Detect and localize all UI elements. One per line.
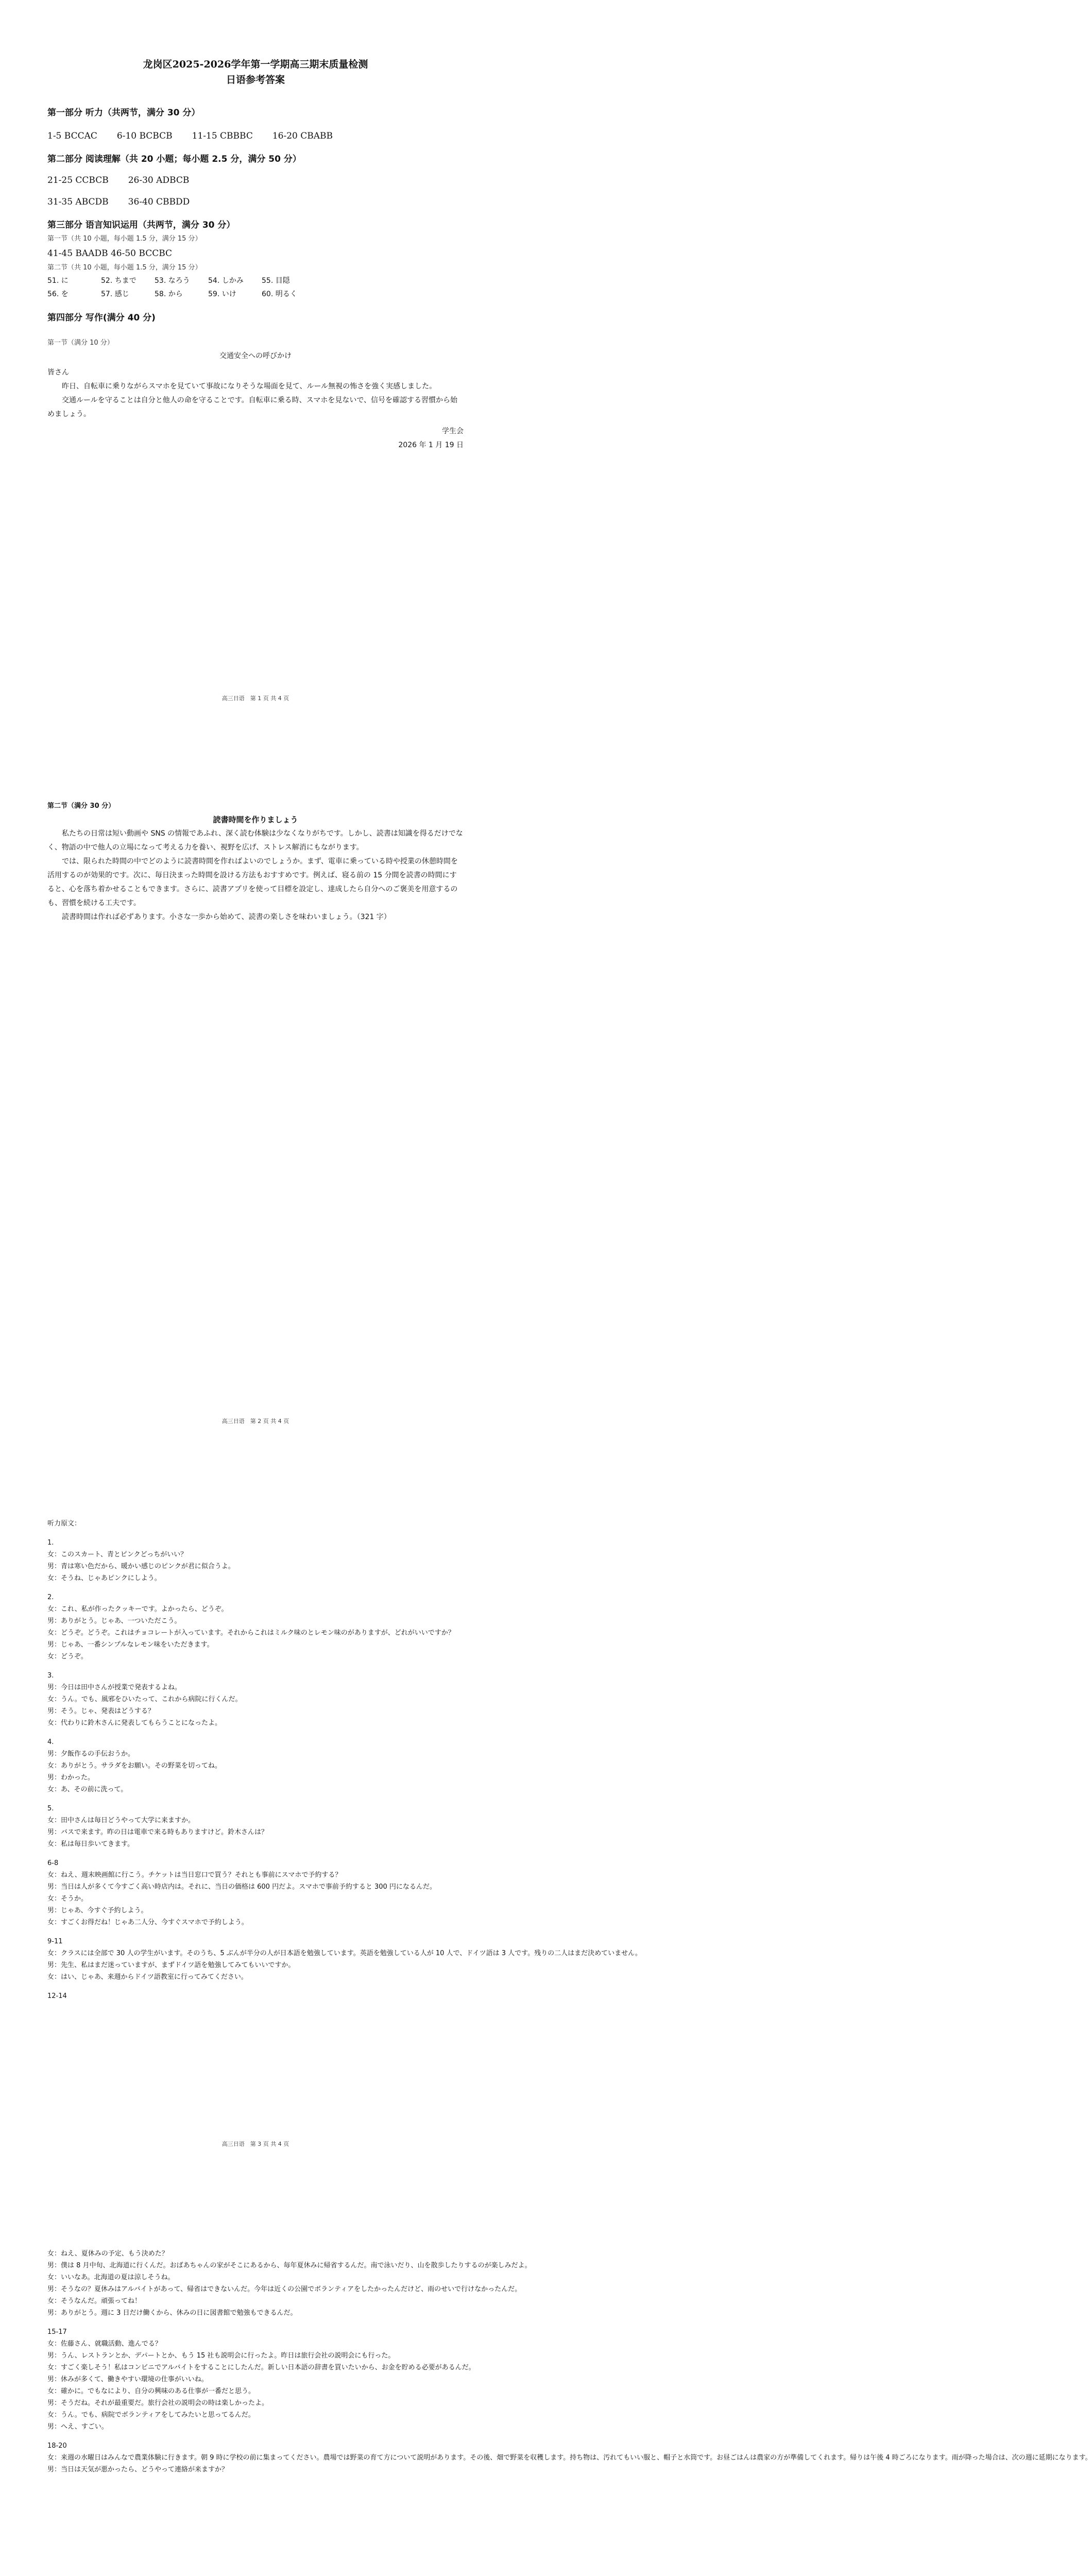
- part3-sec1-answers: 41-45 BAADB 46-50 BCCBC: [47, 248, 173, 259]
- essay1-title: 交通安全への呼びかけ: [219, 352, 292, 360]
- essay2-paragraph: では、限られた時間の中でどのように読書時間を作ればよいのでしょうか。まず、電車に乗っている時や授業の休憩時間を活用するのが効果的です。次に、毎日決まった時間を設ける方法もおすすめです。例えば、寝る前の 15 分間を読書の時間にすると、心を落ち着かせることもできます。さらに、読書アプリを使って目標を設定し、達成したら自分へのご褒美を用意するのも、習慣を続ける工夫です。: [47, 857, 458, 907]
- dialogue-line: 男：先生、私はまだ迷っていますが、まずドイツ語を勉強してみてもいいですか。: [47, 1961, 295, 1969]
- dialogue-line: 女：あ、その前に洗って。: [47, 1786, 128, 1793]
- essay1-greeting: 皆さん: [47, 368, 69, 377]
- dialogue-number: 15-17: [47, 2328, 67, 2336]
- listening-script-continued: [47, 2241, 1092, 2476]
- doc-title-line1: 龙岗区2025-2026学年第一学期高三期末质量检测: [143, 59, 368, 70]
- dialogue-line: 男：休みが多くて、働きやすい環境の仕事がいいね。: [47, 2376, 208, 2383]
- dialogue-number: 2.: [47, 1594, 54, 1601]
- dialogue-line: 男：僕は 8 月中旬、北海道に行くんだ。おばあちゃんの家がそこにあるから、毎年夏休みに帰省するんだ。南で泳いだり、山を散歩したりするのが楽しみだよ。: [47, 2262, 532, 2269]
- page-footer: 高三日语 第 2 页 共 4 页: [221, 1418, 289, 1425]
- dialogue-line: 女：ありがとう。サラダをお願い。その野菜を切ってね。: [47, 1762, 221, 1770]
- page-footer: 高三日语 第 3 页 共 4 页: [221, 2141, 289, 2147]
- dialogue-line: 女：確かに。でもなにより、自分の興味のある仕事が一番だと思う。: [47, 2387, 255, 2395]
- part4-sec2-heading: 第二节（满分 30 分）: [47, 802, 115, 810]
- dialogue-line: 女：来週の水曜日はみんなで農業体験に行きます。朝 9 時に学校の前に集まってください。農場では野菜の育て方について説明があります。その後、畑で野菜を収穫します。持ち物は、汚れてもいい服と、帽子と水筒です。お昼ごはんは農家の方が準備してくれます。帰りは午後 4 時ごろになります。雨が降った場合は、次の週に延期になります。: [47, 2454, 1092, 2462]
- dialogue-line: 女：はい、じゃあ、来週からドイツ語教室に行ってみてください。: [47, 1973, 248, 1981]
- dialogue-section: [47, 1736, 464, 1795]
- dialogue-number: 1.: [47, 1539, 54, 1547]
- page-4: [0, 2168, 1092, 2576]
- dialogue-line: 女：どうぞ。どうぞ。これはチョコレートが入っています。それからこれはミルク味のとレモン味のがありますが、どれがいいですか？: [47, 1629, 455, 1637]
- dialogue-line: 女：すごくお得だね！じゃあ二人分、今すぐスマホで予約しよう。: [47, 1919, 248, 1926]
- part4-sec1: 第一节（满分 10 分）: [47, 339, 114, 347]
- part1-heading: 第一部分 听力（共两节，满分 30 分）: [47, 108, 200, 118]
- dialogue-line: 男：そう。じゃ、発表はどうする？: [47, 1707, 155, 1715]
- dialogue-section: [47, 2440, 1092, 2476]
- dialogue-line: 女：クラスには全部で 30 人の学生がいます。そのうち、5 ぶんが半分の人が日本語を勉強しています。英語を勉強している人が 10 人で、ドイツ語は 3 人です。残りの二人はまだ決めていません。: [47, 1950, 642, 1957]
- dialogue-number: 5.: [47, 1805, 54, 1812]
- dialogue-line: 女：すごく楽しそう！私はコンビニでアルバイトをすることにしたんだ。新しい日本語の辞書を買いたいから、お金を貯める必要があるんだ。: [47, 2364, 475, 2371]
- dialogue-line: 男：そうだね。それが最重要だ。旅行会社の説明会の時は楽しかったよ。: [47, 2399, 269, 2407]
- dialogue-section: [47, 2326, 475, 2433]
- part4-heading: 第四部分 写作(满分 40 分): [47, 313, 156, 323]
- essay2-body: [47, 827, 464, 924]
- essay1-body: [47, 366, 464, 421]
- dialogue-line: 女：いいなあ。北海道の夏は涼しそうね。: [47, 2274, 175, 2281]
- page-2: [0, 723, 511, 1446]
- dialogue-line: 男：じゃあ、今すぐ予約しよう。: [47, 1907, 148, 1914]
- dialogue-line: 男：バスで来ます。昨の日は電車で来る時もありますけど。鈴木さんは？: [47, 1828, 268, 1836]
- dialogue-line: 女：ねえ、夏休みの予定、もう決めた？: [47, 2250, 168, 2258]
- dialogue-line: 男：夕飯作るの手伝おうか。: [47, 1750, 135, 1758]
- dialogue-section: [47, 1670, 464, 1729]
- essay2-title: 読書時間を作りましょう: [213, 815, 298, 824]
- dialogue-number: 9-11: [47, 1938, 63, 1945]
- dialogue-line: 女：そうなんだ。頑張ってね！: [47, 2297, 142, 2305]
- part3-heading: 第三部分 语言知识运用（共两节，满分 30 分）: [47, 220, 235, 230]
- dialogue-line: 男：青は寒い色だから、暖かい感じのピンクが君に似合うよ。: [47, 1563, 235, 1570]
- dialogue-line: 男：わかった。: [47, 1774, 95, 1782]
- dialogue-number: 3.: [47, 1672, 54, 1680]
- dialogue-number: 12-14: [47, 1992, 67, 2000]
- part1-answers: 1-5 BCCAC 6-10 BCBCB 11-15 CBBBC 16-20 CBABB: [47, 131, 333, 141]
- dialogue-line: 男：うん、レストランとか、デパートとか、もう 15 社も説明会に行ったよ。昨日は旅行会社の説明会にも行った。: [47, 2352, 395, 2360]
- page-3: [0, 1446, 642, 2168]
- essay1-paragraph: 交通ルールを守ることは自分と他人の命を守ることです。自転車に乗る時、スマホを見ないで、信号を確認する習慣から始めましょう。: [47, 396, 458, 418]
- dialogue-section: [47, 1803, 464, 1850]
- dialogue-line: 女：このスカート、青とピンクどっちがいい？: [47, 1551, 187, 1558]
- dialogue-number: 6-8: [47, 1859, 59, 1867]
- dialogue-line: 女：どうぞ。: [47, 1653, 88, 1660]
- dialogue-line: 女：そうか。: [47, 1895, 88, 1903]
- part3-sec2-row1: 51. に 52. ちまで 53. なろう 54. しかみ 55. 目隠: [47, 277, 290, 285]
- dialogue-line: 女：私は毎日歩いてきます。: [47, 1840, 134, 1848]
- dialogue-number: 18-20: [47, 2442, 67, 2450]
- dialogue-section: [47, 1936, 642, 1983]
- dialogue-line: 男：今日は田中さんが授業で発表するよね。: [47, 1684, 182, 1691]
- part3-sec2: 第二节（共 10 小题，每小题 1.5 分，满分 15 分）: [47, 264, 202, 272]
- part2-heading: 第二部分 阅读理解（共 20 小题；每小题 2.5 分，满分 50 分）: [47, 154, 301, 164]
- dialogue-line: 女：これ、私が作ったクッキーです。よかったら、どうぞ。: [47, 1605, 228, 1613]
- dialogue-section: [47, 1591, 464, 1663]
- part2-answers-row2: 31-35 ABCDB 36-40 CBBDD: [47, 197, 190, 207]
- dialogue-line: 男：ありがとう。週に 3 日だけ働くから、休みの日に図書館で勉強もできるんだ。: [47, 2309, 297, 2317]
- listening-script: [47, 1518, 642, 2002]
- dialogue-line: 女：うん。でも、風邪をひいたって、これから病院に行くんだ。: [47, 1696, 242, 1703]
- listening-heading: 听力原文：: [47, 1520, 81, 1528]
- essay2-paragraph: 私たちの日常は短い動画や SNS の情報であふれ、深く読む体験は少なくなりがちです。しかし、読書は知識を得るだけでなく、物語の中で他人の立場になって考える力を養い、視野を広げ、ストレス解消にもながります。: [47, 829, 463, 852]
- dialogue-line: 女：ねえ、週末映画館に行こう。チケットは当日窓口で買う？それとも事前にスマホで予約する？: [47, 1871, 342, 1879]
- part2-answers-row1: 21-25 CCBCB 26-30 ADBCB: [47, 175, 190, 185]
- essay1-signature: 学生会: [442, 427, 464, 435]
- dialogue-section: [47, 1990, 464, 2002]
- dialogue-line: 女：そうね、じゃあピンクにしよう。: [47, 1574, 161, 1582]
- dialogue-line: 女：田中さんは毎日どうやって大学に来ますか。: [47, 1817, 195, 1824]
- dialogue-section: [47, 1537, 464, 1584]
- dialogue-number: 4.: [47, 1738, 54, 1746]
- page-footer: 高三日语 第 1 页 共 4 页: [221, 695, 289, 702]
- essay1-date: 2026 年 1 月 19 日: [398, 441, 464, 449]
- dialogue-section: [47, 1857, 464, 1928]
- dialogue-line: 男：ありがとう。じゃあ、一ついただこう。: [47, 1617, 181, 1625]
- dialogue-line: 男：当日は人が多くて今すごく高い時店内は。それに、当日の価格は 600 円だよ。スマホで事前予約すると 300 円になるんだ。: [47, 1883, 436, 1891]
- dialogue-line: 男：当日は天気が悪かったら、どうやって連絡が来ますか？: [47, 2466, 229, 2473]
- dialogue-line: 男：じゃあ、一番シンプルなレモン味をいただきます。: [47, 1641, 214, 1649]
- dialogue-line: 男：そうなの？夏休みはアルバイトがあって、帰省はできないんだ。今年は近くの公園でボランティアをしたかったんだけど、雨のせいで行けなかったんだ。: [47, 2285, 522, 2293]
- essay2-paragraph: 読書時間は作れば必ずあります。小さな一歩から始めて、読書の楽しさを味わいましょう。（321 字）: [62, 913, 391, 921]
- essay1-paragraph: 昨日、自転車に乗りながらスマホを見ていて事故になりそうな場面を見て、ルール無視の怖さを強く実感しました。: [62, 382, 437, 391]
- dialogue-section: [47, 2248, 532, 2319]
- part3-sec1: 第一节（共 10 小题，每小题 1.5 分，满分 15 分）: [47, 235, 202, 243]
- dialogue-line: 女：代わりに鈴木さんに発表してもらうことになったよ。: [47, 1719, 222, 1727]
- page-1: [0, 0, 511, 723]
- dialogue-line: 男：へえ、すごい。: [47, 2423, 108, 2431]
- part3-sec2-row2: 56. を 57. 感じ 58. から 59. いけ 60. 明るく: [47, 290, 297, 298]
- dialogue-line: 女：佐藤さん、就職活動、進んでる？: [47, 2340, 162, 2348]
- dialogue-line: 女：うん。でも、病院でボランティアをしてみたいと思ってるんだ。: [47, 2411, 255, 2419]
- doc-title-line2: 日语参考答案: [226, 74, 285, 86]
